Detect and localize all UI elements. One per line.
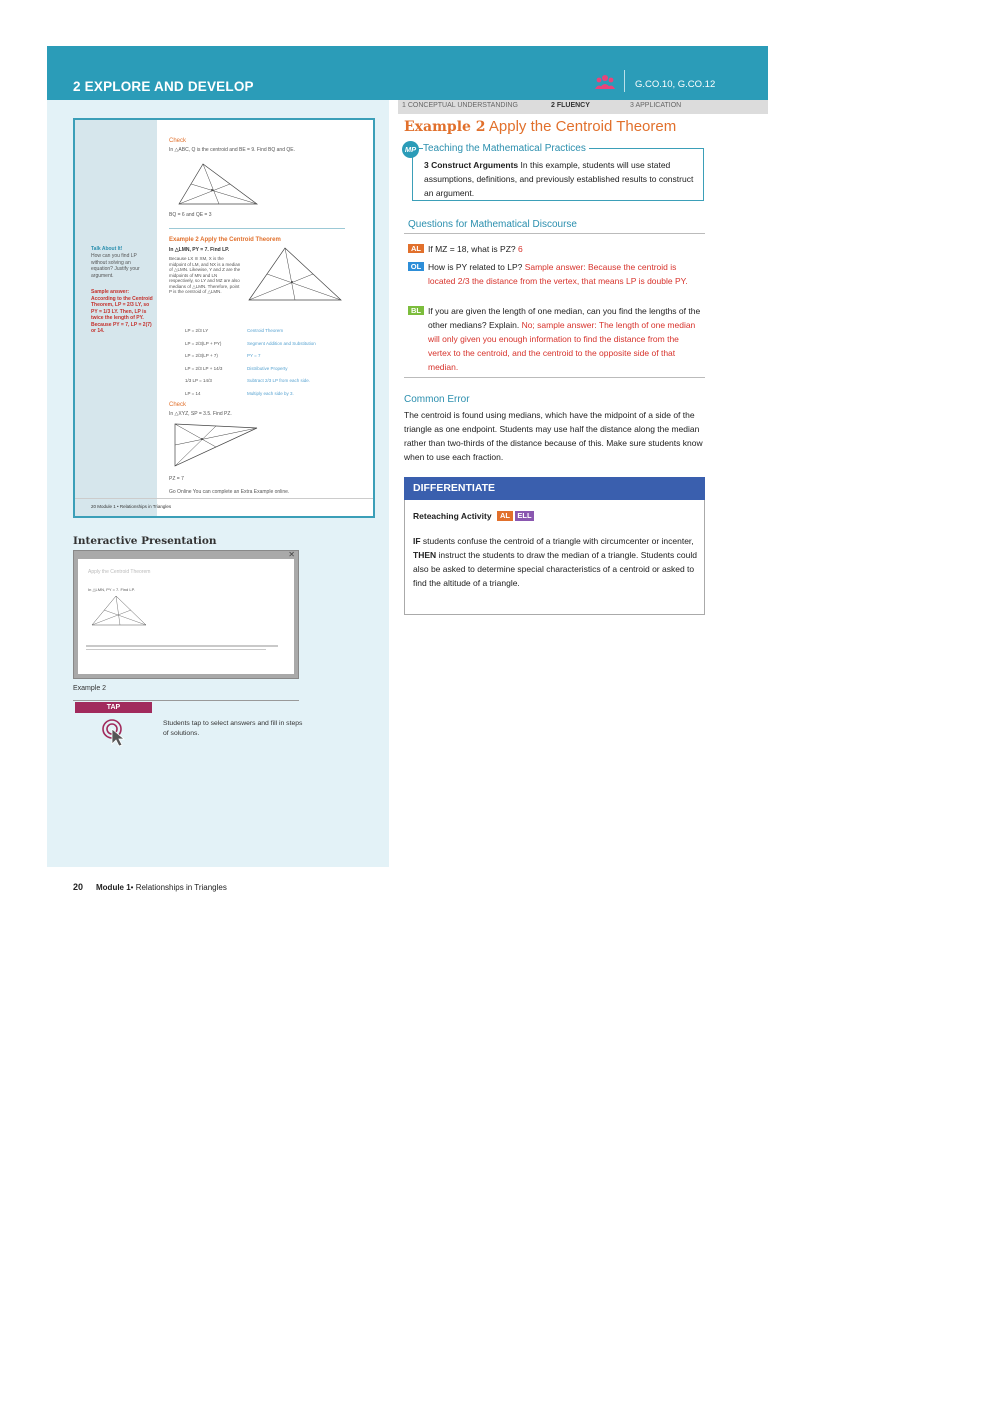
interactive-screen <box>78 559 294 674</box>
tab-application[interactable]: 3 APPLICATION <box>630 102 682 109</box>
mp-badge-icon: MP <box>402 141 419 158</box>
level-badge-ell: ELL <box>515 511 534 521</box>
interactive-divider <box>73 700 299 701</box>
interactive-presentation-title: Interactive Presentation <box>73 535 217 547</box>
step-6-reason: Multiply each side by 3. <box>247 390 294 396</box>
differentiate-header: DIFFERENTIATE <box>404 477 705 500</box>
math-practice-label: 3 Construct Arguments <box>424 160 519 170</box>
question-answer: Sample answer: Because the centroid is located 2/3 the distance from the vertex, that means LP is double PY. <box>428 262 688 286</box>
example-prompt: In △LMN, PY = 7. Find LP. <box>169 247 230 253</box>
thumbnail-footer-rule <box>75 498 373 499</box>
step-expressions <box>185 325 249 401</box>
step-reasons <box>247 325 352 401</box>
triangle-xyz-figure <box>171 420 261 470</box>
step-4-expr: LP = 2/3 LP + 14/3 <box>185 365 223 371</box>
question-answer: 6 <box>515 244 523 254</box>
then-text: instruct the students to draw the median of a triangle. Students could also be asked to determine special characteristics of a centroid or asked to find the altitude of a triangle. <box>413 550 697 588</box>
step-6-expr: LP = 14 <box>185 390 201 396</box>
tap-description: Students tap to select answers and fill in steps of solutions. <box>163 720 303 737</box>
tab-fluency[interactable]: 2 FLUENCY <box>551 102 590 109</box>
discourse-heading: Questions for Mathematical Discourse <box>408 219 577 230</box>
module-label: Module 1 <box>96 883 131 892</box>
check-heading: Check <box>169 138 187 144</box>
check2-answer: PZ = 7 <box>169 476 184 482</box>
check-prompt: In △ABC, Q is the centroid and BE = 9. Find BQ and QE. <box>169 147 295 153</box>
differentiate-text <box>413 534 701 590</box>
screen-triangle-figure <box>90 593 150 629</box>
then-statement <box>413 548 701 590</box>
go-online-note: Go Online You can complete an Extra Example online. <box>169 489 290 495</box>
thumbnail-divider <box>169 228 345 229</box>
example-label: Example 2 <box>404 119 486 135</box>
module-title: • Relationships in Triangles <box>130 883 227 892</box>
if-label: IF <box>413 536 421 546</box>
step-1-reason: Centroid Theorem <box>247 328 284 333</box>
tap-pointer-icon <box>101 718 127 748</box>
triangle-abc-figure <box>171 158 261 210</box>
example-heading: Example 2 Apply the Centroid Theorem <box>169 237 281 243</box>
step-2-expr: LP = 2/3(LP + PY) <box>185 340 222 346</box>
student-page-thumbnail <box>73 118 375 518</box>
if-statement <box>413 534 701 548</box>
math-practice-description: In this example, students will use stated assumptions, definitions, and previously established results to construct an argument. <box>424 160 694 198</box>
math-practices-heading: Teaching the Mathematical Practices <box>423 143 589 154</box>
page-number: 20 <box>73 882 84 892</box>
discourse-question-bl <box>428 304 704 374</box>
level-badge-al: AL <box>497 511 513 521</box>
step-3-reason: PY = 7 <box>247 353 261 359</box>
step-5-expr: 1/3 LP = 14/3 <box>185 378 212 384</box>
then-label: THEN <box>413 550 437 560</box>
level-badge-bl: BL <box>408 306 424 315</box>
interactive-screen-frame[interactable] <box>73 550 299 679</box>
level-badge-ol: OL <box>408 262 424 271</box>
step-5-reason: Subtract 2/3 LP from each side. <box>247 378 310 384</box>
interactive-caption: Example 2 <box>73 685 107 692</box>
question-answer: No; sample answer: The length of one median will only given you enough information to find the distance from the vertex to the centroid, and the centroid to the opposite side of that median. <box>428 320 696 372</box>
level-badge-al: AL <box>408 244 424 253</box>
check2-prompt: In △XYZ, SP = 3.5. Find PZ. <box>169 411 232 417</box>
phase-tabs <box>398 100 768 114</box>
section-header <box>47 46 768 100</box>
thumbnail-footer: 20 Module 1 • Relationships in Triangles <box>91 504 172 509</box>
step-1-expr: LP = 2/3 LY <box>185 328 209 333</box>
check2-heading: Check <box>169 402 187 408</box>
footer-module <box>96 883 227 892</box>
example-title-text: Apply the Centroid Theorem <box>488 118 677 135</box>
common-error-text: The centroid is found using medians, which have the midpoint of a side of the triangle as one endpoint. Students may use half the distance along the median rather than two-thirds of the distance because of this. Make sure students know when to use each fraction. <box>404 410 703 462</box>
screen-prompt: In △LMN, PY = 7. Find LP. <box>88 587 135 592</box>
if-text: students confuse the centroid of a triangle with circumcenter or incenter, <box>420 536 694 546</box>
header-divider <box>624 70 625 92</box>
check-answer: BQ = 6 and QE = 3 <box>169 212 212 218</box>
triangle-lmn-figure <box>245 244 345 304</box>
question-text: If you are given the length of one median, can you find the lengths of the other medians? Explain. <box>428 306 701 330</box>
tap-badge: TAP <box>75 702 152 713</box>
common-error-heading: Common Error <box>404 394 470 405</box>
screen-body-text <box>86 643 286 655</box>
screen-title: Apply the Centroid Theorem <box>88 569 151 575</box>
example-reasoning: Because LX ≅ XM, X is the midpoint of LM, and NX is a median of △LMN. Likewise, Y and Z are the midpoints of MN and LN respectively, so LY and MZ are also medians of △LMN. Therefore, point P is the centroid of △LMN. <box>169 256 241 294</box>
standards-label: G.CO.10, G.CO.12 <box>635 79 716 90</box>
discourse-divider <box>404 233 705 234</box>
discourse-question-ol <box>428 260 704 288</box>
question-text: If MZ = 18, what is PZ? <box>428 244 516 254</box>
step-2-reason: Segment Addition and Substitution <box>247 340 316 346</box>
close-icon[interactable]: ✕ <box>288 550 295 559</box>
discourse-bottom-divider <box>404 377 705 378</box>
sample-answer: Sample answer: According to the Centroid Theorem, LP = 2/3 LY, so PY = 1/3 LY. Then, LP is twice the length of PY. Because PY = 7, LP = 2(7) or 14. <box>91 289 153 334</box>
talk-about-it-heading: Talk About It! <box>91 246 123 252</box>
example-title <box>404 118 676 135</box>
tab-conceptual-understanding[interactable]: 1 CONCEPTUAL UNDERSTANDING <box>402 102 518 109</box>
question-text: How is PY related to LP? <box>428 262 523 272</box>
talk-about-it-text: How can you find LP without solving an equation? Justify your argument. <box>91 253 140 279</box>
step-4-reason: Distributive Property <box>247 365 288 371</box>
group-icon <box>595 74 615 90</box>
step-3-expr: LP = 2/3(LP + 7) <box>185 353 218 359</box>
reteaching-activity-label: Reteaching Activity <box>413 511 492 521</box>
math-practices-text <box>424 158 700 200</box>
section-title: 2 EXPLORE AND DEVELOP <box>73 79 254 94</box>
discourse-question-al <box>428 242 704 256</box>
